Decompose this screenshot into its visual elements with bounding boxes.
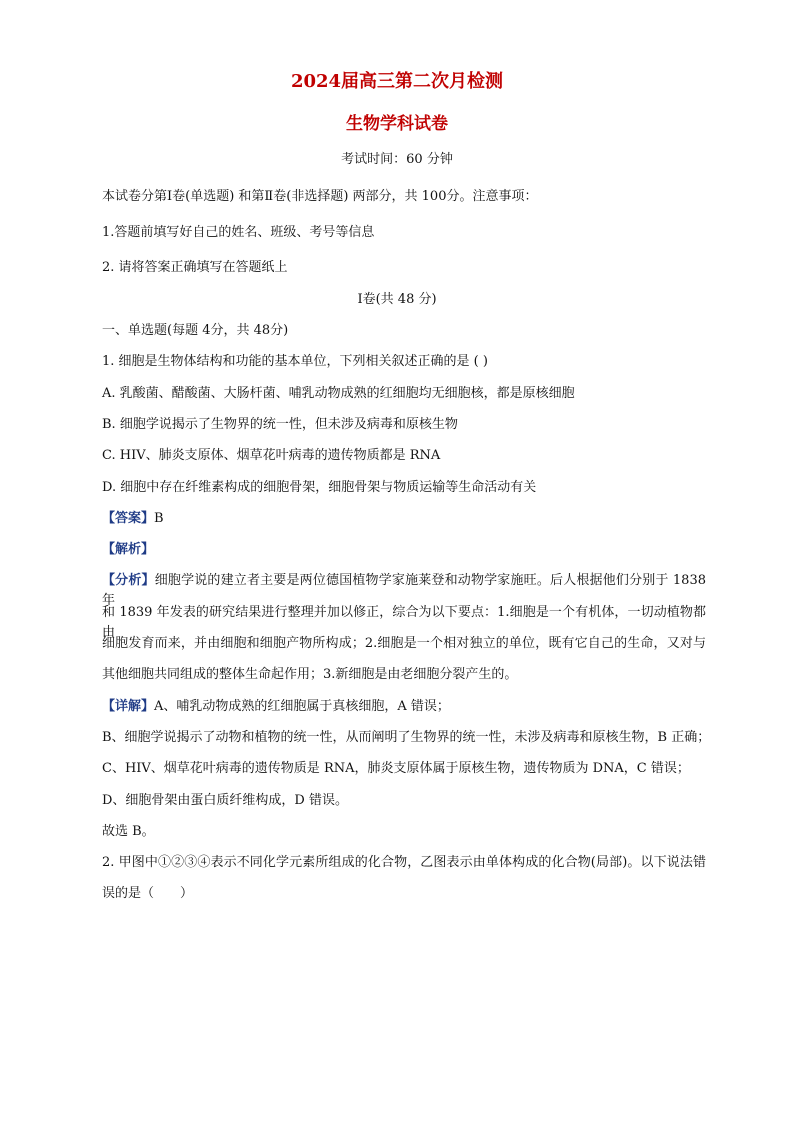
fenxi-line-4: 其他细胞共同组成的整体生命起作用；3.新细胞是由老细胞分裂产生的。 (102, 667, 518, 682)
xiangjie-line-3: C、HIV、烟草花叶病毒的遗传物质是 RNA，肺炎支原体属于原核生物，遗传物质为 DNA，C 错误； (102, 761, 690, 776)
xiangjie-line-4: D、细胞骨架由蛋白质纤维构成，D 错误。 (102, 793, 348, 808)
part-title: Ⅰ卷(共 48 分) (357, 292, 437, 307)
question-1-stem: 1. 细胞是生物体结构和功能的基本单位，下列相关叙述正确的是 ( ) (102, 354, 488, 369)
analysis-line (102, 540, 702, 560)
fenxi-label: 【分析】 (102, 573, 155, 588)
analysis-label: 【解析】 (102, 542, 155, 557)
answer-value: B (154, 511, 164, 526)
fenxi-line-3: 细胞发育而来，并由细胞和细胞产物所构成；2.细胞是一个相对独立的单位，既有它自己的生命，又对与 (102, 636, 706, 651)
intro-line: 本试卷分第Ⅰ卷(单选题) 和第Ⅱ卷(非选择题) 两部分，共 100分。注意事项： (102, 189, 538, 204)
fenxi-text-1: 细胞学说的建立者主要是两位德国植物学家施莱登和动物学家施旺。后人根据他们分别于 1838 年 (102, 573, 706, 608)
xiangjie-line-2: B、细胞学说揭示了动物和植物的统一性，从而阐明了生物界的统一性，未涉及病毒和原核生物，B 正确； (102, 730, 711, 745)
note-2: 2. 请将答案正确填写在答题纸上 (102, 260, 288, 275)
section-heading: 一、单选题(每题 4分，共 48分) (102, 323, 289, 338)
question-2-stem-line-2: 误的是（ ） (102, 886, 194, 901)
conclusion: 故选 B。 (102, 824, 155, 839)
question-1-option-d: D. 细胞中存在纤维素构成的细胞骨架，细胞骨架与物质运输等生命活动有关 (102, 480, 537, 495)
exam-time: 考试时间：60 分钟 (341, 152, 453, 167)
answer-label: 【答案】 (102, 511, 155, 526)
question-2-stem-line-1: 2. 甲图中①②③④表示不同化学元素所组成的化合物，乙图表示由单体构成的化合物(局部)。以下说法错 (102, 855, 706, 870)
exam-subtitle: 生物学科试卷 (346, 114, 448, 134)
question-1-option-c: C. HIV、肺炎支原体、烟草花叶病毒的遗传物质都是 RNA (102, 448, 441, 463)
xiangjie-line-1 (102, 697, 702, 717)
fenxi-line-2: 和 1839 年发表的研究结果进行整理并加以修正，综合为以下要点：1.细胞是一个有机体，一切动植物都由 (102, 605, 706, 640)
answer-line (102, 509, 702, 529)
xiangjie-text-1: A、哺乳动物成熟的红细胞属于真核细胞，A 错误； (154, 699, 450, 714)
xiangjie-label: 【详解】 (102, 699, 155, 714)
question-1-option-a: A. 乳酸菌、醋酸菌、大肠杆菌、哺乳动物成熟的红细胞均无细胞核，都是原核细胞 (102, 386, 575, 401)
note-1: 1.答题前填写好自己的姓名、班级、考号等信息 (102, 225, 375, 240)
exam-title: 2024届高三第二次月检测 (290, 71, 504, 92)
question-1-option-b: B. 细胞学说揭示了生物界的统一性，但未涉及病毒和原核生物 (102, 417, 458, 432)
